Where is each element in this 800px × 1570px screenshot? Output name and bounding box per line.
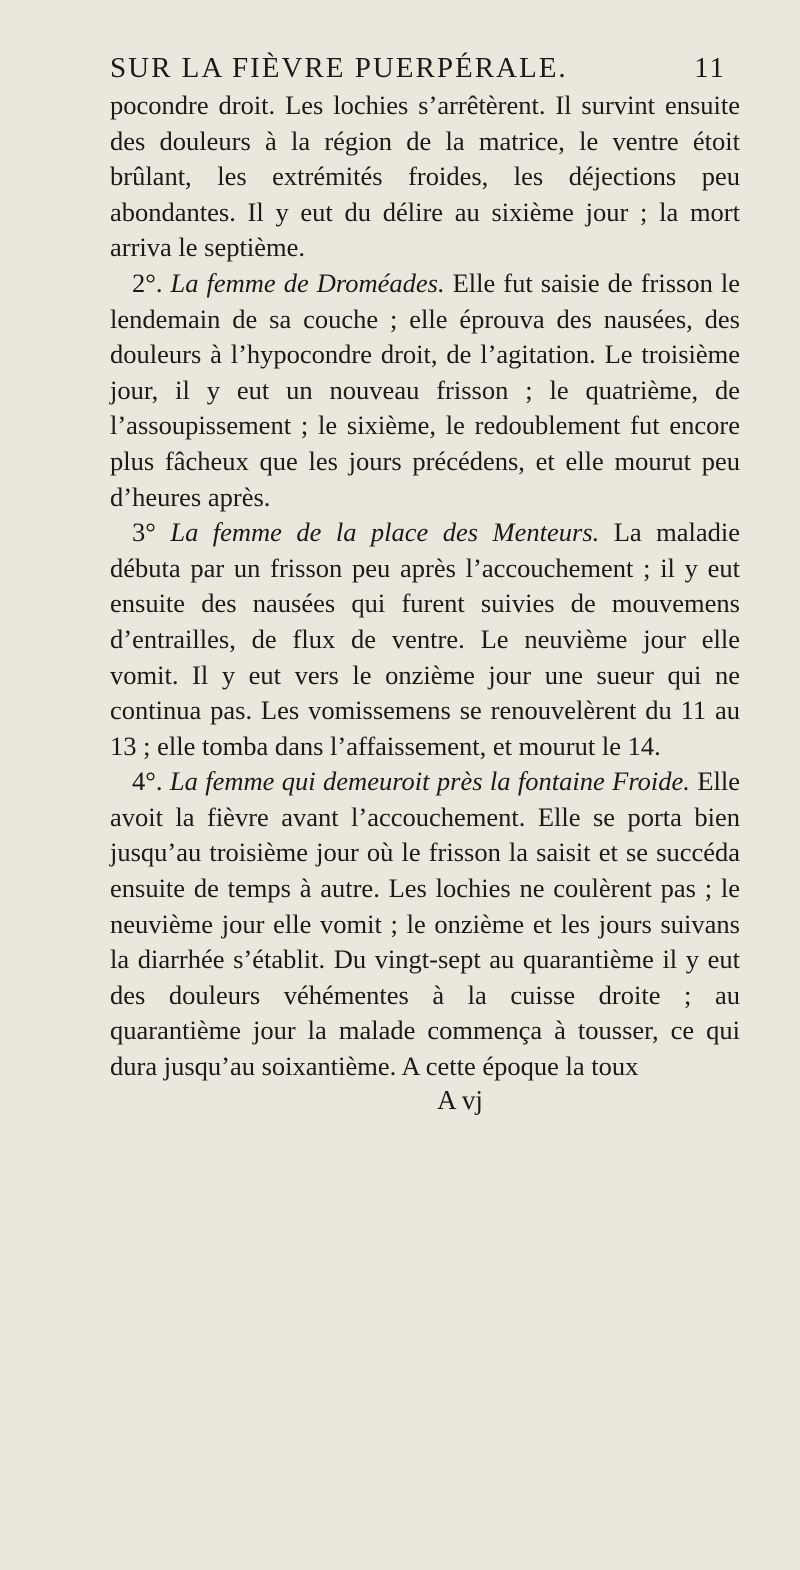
- case-name: La femme qui demeuroit près la fontaine Froide.: [169, 766, 690, 797]
- running-head: [110, 52, 740, 86]
- case-paragraph-3: [110, 515, 740, 764]
- paragraph-text: Elle fut saisie de frisson le lendemain de sa couche ; elle éprouva des nausées, des douleurs à l’hypocondre droit, de l’agitation. Le troisième jour, il y eut un nouveau frisson ; le quatrième, de l’assoupissement ; le sixième, le redoublement fut encore plus fâcheux que les jours précédens, et elle mourut peu d’heures après.: [110, 267, 741, 512]
- case-number: 3°: [132, 517, 156, 548]
- signature-mark: A vj: [437, 1084, 483, 1115]
- case-number: 4°.: [132, 766, 163, 797]
- case-name: La femme de la place des Menteurs.: [170, 517, 600, 548]
- case-paragraph-2: [110, 266, 740, 515]
- page-number: 11: [694, 52, 726, 84]
- paragraph-continuation: [110, 88, 740, 266]
- running-head-title: SUR LA FIÈVRE PUERPÉRALE.: [110, 52, 568, 84]
- paragraph-text: Elle avoit la fièvre avant l’accouchement. Elle se porta bien jusqu’au troisième jour où le frisson la saisit et se succéda ensuite de temps à autre. Les lochies ne coulèrent pas ; le neuvième jour elle vomit ; le onzième et les jours suivans la diarrhée s’établit. Du vingt-sept au quarantième il y eut des douleurs véhémentes à la cuisse droite ; au quarantième jour la malade commença à tousser, ce qui dura jusqu’au soixantième. A cette époque la toux: [110, 766, 741, 1082]
- paragraph-text: pocondre droit. Les lochies s’arrêtèrent. Il survint ensuite des douleurs à la région de la matrice, le ventre étoit brûlant, les extrémités froides, les déjections peu abondantes. Il y eut du délire au sixième jour ; la mort arriva le septième.: [110, 90, 740, 263]
- paragraph-text: La maladie débuta par un frisson peu après l’accouchement ; il y eut ensuite des nausées qui furent suivies de mouvemens d’entrailles, de flux de ventre. Le neuvième jour elle vomit. Il y eut vers le onzième jour une sueur qui ne continua pas. Les vomissemens se renouvelèrent du 11 au 13 ; elle tomba dans l’affaissement, et mourut le 14.: [110, 517, 741, 761]
- body-text: [110, 88, 740, 1085]
- case-paragraph-4: [110, 764, 740, 1084]
- case-name: La femme de Droméades.: [170, 267, 445, 298]
- case-number: 2°.: [132, 267, 163, 298]
